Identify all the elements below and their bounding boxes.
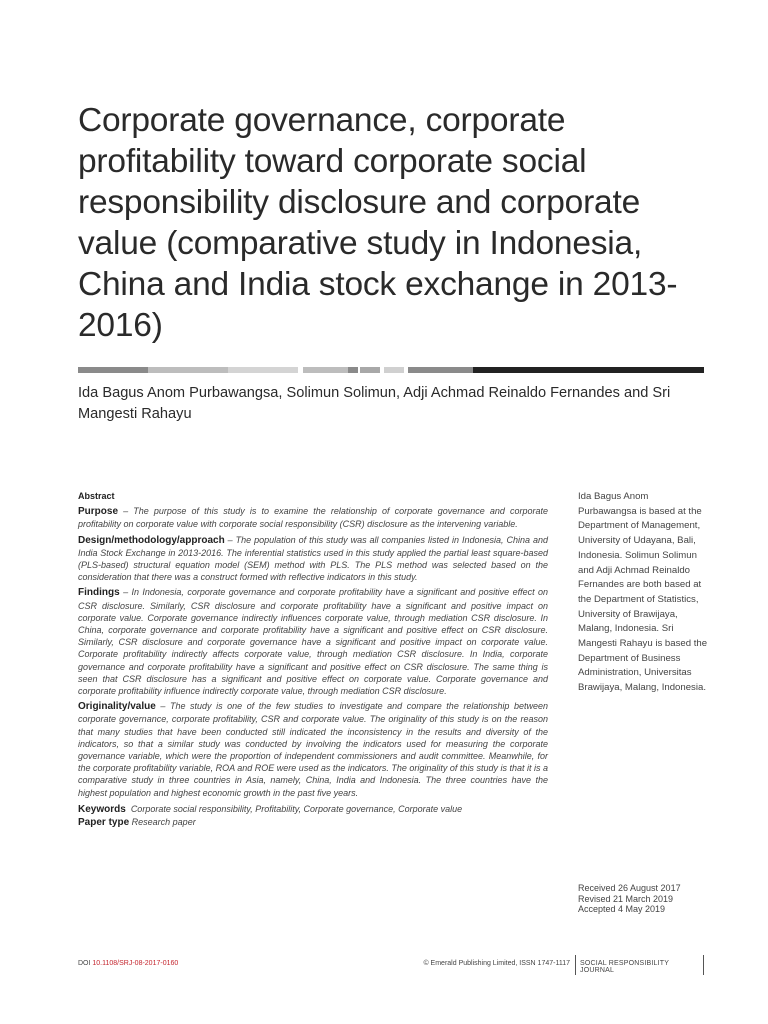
author-affiliations: Ida Bagus Anom Purbawangsa is based at the Department of Management, University of Udayana, Bali, Indonesia. Solimun Solimun and Adji Achmad Reinaldo Fernandes are both based at the Department of Statistics, University of Brawijaya, Malang, Indonesia. Sri Mangesti Rahayu is based the Department of Business Administration, Universitas Brawijaya, Malang, Indonesia.	[578, 491, 708, 694]
footer-divider-end	[703, 955, 704, 975]
abstract-design	[78, 534, 548, 584]
findings-label: Findings	[78, 587, 120, 599]
title-divider-rule	[78, 367, 704, 373]
findings-text: – In Indonesia, corporate governance and corporate profitability have a significant and positive effect on CSR disclosure. Similarly, CSR disclosure and corporate profitability have a significant and positive impact on corporate value. Corporate governance indirectly influences corporate value, through mediation CSR disclosure. In China, corporate governance and corporate profitability have a significant and positive effect on CSR disclosure. Similarly, CSR disclosure and corporate governance have a significant and positive impact on corporate value. Corporate profitability indirectly affects corporate value, through mediation CSR disclosure. In India, corporate governance and corporate profitability have a significant and positive effect on CSR disclosure. The same thing is seen that CSR disclosure has a significant and positive effect on corporate value. Corporate governance and corporate profitability influence indirectly corporate value, through mediation CSR disclosure.	[78, 587, 548, 697]
footer-divider	[575, 955, 576, 975]
keywords-text: Corporate social responsibility, Profitability, Corporate governance, Corporate value	[130, 803, 463, 814]
journal-name: SOCIAL RESPONSIBILITY JOURNAL	[580, 960, 670, 974]
originality-label: Originality/value	[78, 701, 156, 713]
paper-type-label: Paper type	[78, 816, 130, 828]
abstract-heading: Abstract	[78, 491, 115, 501]
received-date: Received 26 August 2017	[578, 883, 681, 893]
abstract-section	[78, 490, 548, 829]
keywords-line	[78, 803, 548, 816]
doi-link[interactable]: 10.1108/SRJ-08-2017-0160	[92, 960, 179, 967]
paper-type-line	[78, 816, 548, 829]
doi-prefix: DOI	[78, 960, 93, 967]
abstract-purpose	[78, 505, 548, 530]
accepted-date: Accepted 4 May 2019	[578, 904, 666, 914]
design-text: – The population of this study was all companies listed in Indonesia, China and India Stock Exchange in 2013-2016. The inferential statistics used in this study applied the partial least square-based (PLS-based) structural equation model (SEM) method with PLS. The PLS method was selected based on the consideration that there was a construct formed with reflective indicators in this study.	[78, 534, 548, 583]
originality-text: – The study is one of the few studies to investigate and compare the relationship between corporate governance, corporate profitability, CSR and corporate value. The originality of this study is on the reason that many studies that have been conducted still indicated the inconsistency in the results and diversity of the indicators, so that a similar study was conducted by involving the indicators used for measuring the corporate governance variable, which were the proportion of independent commissioners and audit committee. Meanwhile, for the corporate profitability variable, ROA and ROE were used as the indicators. The originality of this study is that it is a comparative study in three countries in Asia, namely, China, India and Indonesia. The three countries have the highest population and highest economic growth in the past five years.	[78, 701, 548, 798]
page-footer	[78, 955, 704, 975]
paper-type-text: Research paper	[131, 816, 196, 827]
revised-date: Revised 21 March 2019	[578, 893, 674, 904]
abstract-findings	[78, 586, 548, 697]
purpose-text: – The purpose of this study is to examine the relationship of corporate governance and corporate profitability on corporate value with corporate social responsibility (CSR) disclosure as the intervening variable.	[78, 506, 548, 530]
doi-line	[78, 960, 178, 967]
purpose-label: Purpose	[78, 506, 119, 518]
submission-dates	[578, 883, 708, 915]
design-label: Design/methodology/approach	[78, 534, 225, 546]
publisher-notice: © Emerald Publishing Limited, ISSN 1747-1117	[423, 960, 570, 967]
author-list: Ida Bagus Anom Purbawangsa, Solimun Solimun, Adji Achmad Reinaldo Fernandes and Sri Mangesti Rahayu	[78, 385, 671, 422]
keywords-label: Keywords	[78, 803, 126, 815]
abstract-originality	[78, 700, 548, 799]
paper-title: Corporate governance, corporate profitability toward corporate social responsibility disclosure and corporate value (comparative study in Indonesia, China and India stock exchange in 2013-2016)	[78, 102, 678, 344]
